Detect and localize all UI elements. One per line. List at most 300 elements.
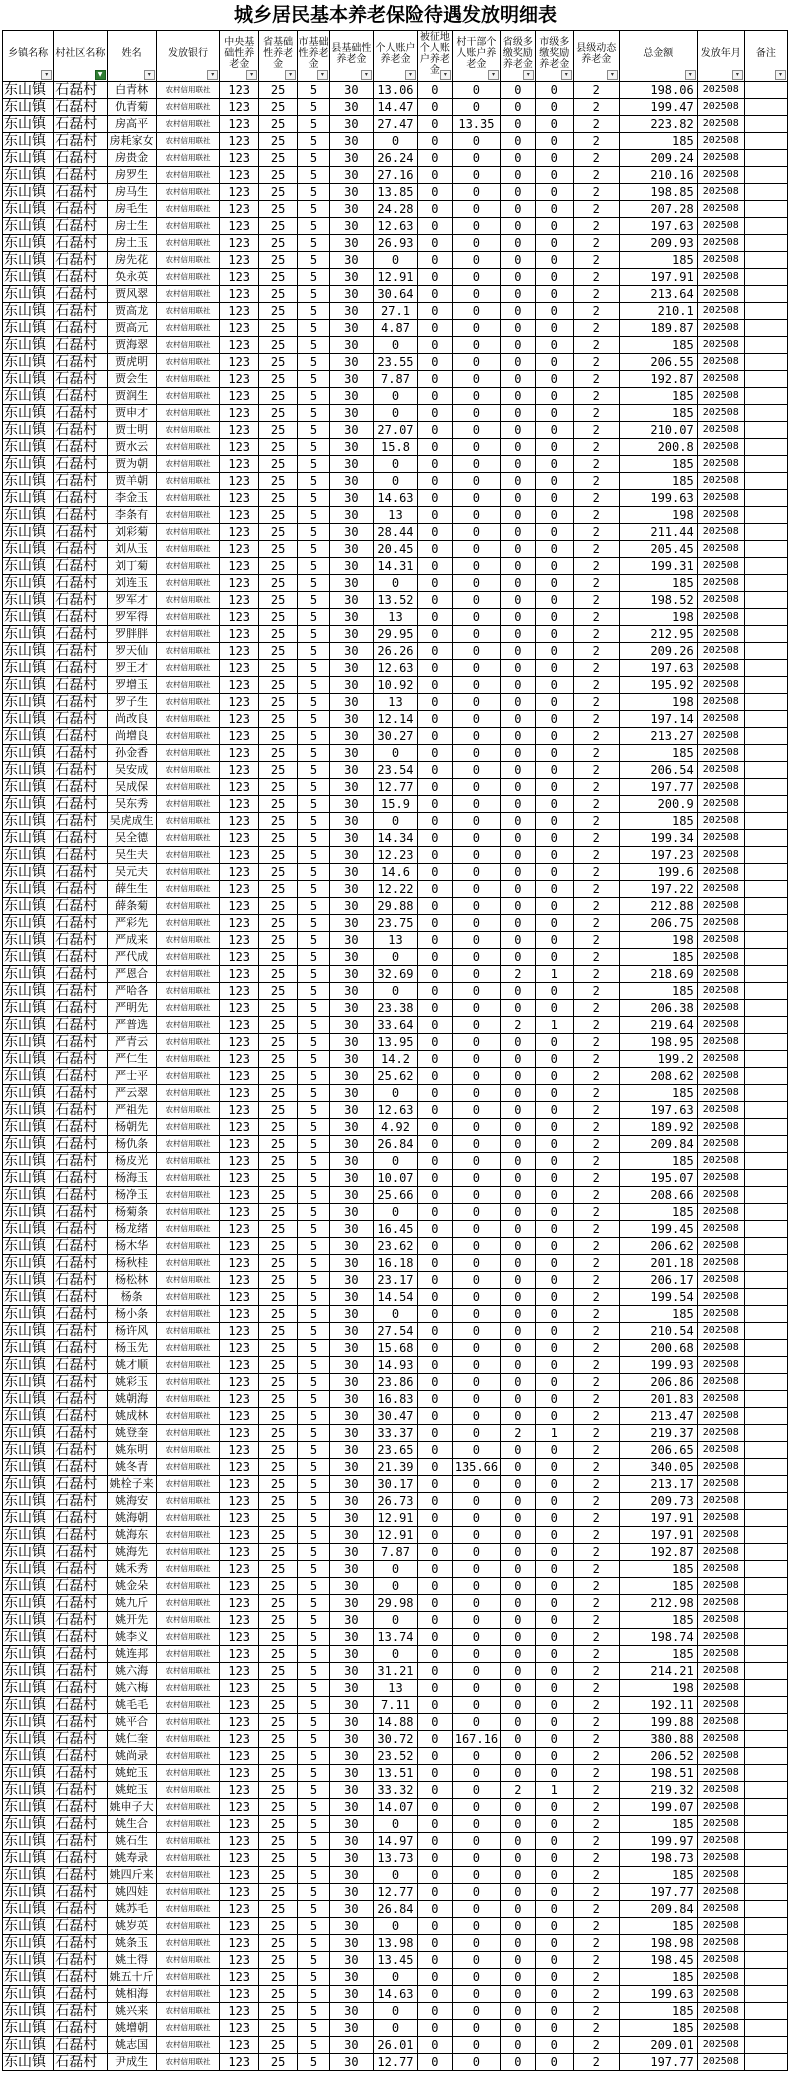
table-cell[interactable]: 30 — [329, 1340, 373, 1357]
table-cell[interactable]: 石磊村 — [54, 1850, 107, 1867]
table-cell[interactable]: 2 — [573, 1051, 619, 1068]
table-cell[interactable]: 13 — [373, 1680, 417, 1697]
table-cell[interactable]: 0 — [535, 303, 573, 320]
table-cell[interactable]: 尚增良 — [107, 728, 156, 745]
table-cell[interactable]: 0 — [500, 626, 535, 643]
table-cell[interactable]: 0 — [452, 1833, 500, 1850]
table-cell[interactable]: 198.51 — [619, 1765, 697, 1782]
table-cell[interactable]: 202508 — [697, 711, 744, 728]
table-cell[interactable]: 0 — [500, 762, 535, 779]
table-cell[interactable]: 0 — [418, 1748, 453, 1765]
table-cell[interactable]: 123 — [220, 1051, 259, 1068]
table-cell[interactable]: 农村信用联社 — [156, 626, 220, 643]
table-cell[interactable]: 123 — [220, 388, 259, 405]
table-cell[interactable]: 严彩先 — [107, 915, 156, 932]
table-cell[interactable]: 东山镇 — [3, 1323, 54, 1340]
table-cell[interactable]: 30 — [329, 609, 373, 626]
table-cell[interactable] — [744, 1357, 787, 1374]
table-cell[interactable]: 202508 — [697, 1136, 744, 1153]
table-cell[interactable]: 石磊村 — [54, 1459, 107, 1476]
table-cell[interactable]: 0 — [500, 1629, 535, 1646]
table-cell[interactable]: 5 — [298, 354, 330, 371]
table-cell[interactable]: 26.73 — [373, 1493, 417, 1510]
table-cell[interactable]: 0 — [418, 456, 453, 473]
table-cell[interactable]: 农村信用联社 — [156, 1510, 220, 1527]
table-cell[interactable]: 33.37 — [373, 1425, 417, 1442]
table-cell[interactable]: 石磊村 — [54, 1374, 107, 1391]
filter-dropdown-icon[interactable]: ▾ — [207, 70, 218, 80]
table-cell[interactable]: 0 — [535, 983, 573, 1000]
table-cell[interactable]: 0 — [535, 1221, 573, 1238]
table-cell[interactable]: 0 — [418, 1255, 453, 1272]
table-cell[interactable]: 23.65 — [373, 1442, 417, 1459]
filter-dropdown-icon[interactable]: ▾ — [488, 70, 499, 80]
table-cell[interactable]: 0 — [500, 609, 535, 626]
table-cell[interactable]: 农村信用联社 — [156, 881, 220, 898]
table-cell[interactable]: 0 — [418, 1221, 453, 1238]
table-cell[interactable]: 0 — [452, 1544, 500, 1561]
table-cell[interactable]: 198 — [619, 609, 697, 626]
table-cell[interactable]: 姚蛇玉 — [107, 1782, 156, 1799]
table-cell[interactable]: 2 — [573, 388, 619, 405]
table-cell[interactable]: 0 — [452, 1901, 500, 1918]
table-cell[interactable]: 0 — [373, 745, 417, 762]
table-cell[interactable]: 0 — [418, 524, 453, 541]
table-cell[interactable]: 0 — [418, 626, 453, 643]
table-cell[interactable]: 25 — [259, 1646, 298, 1663]
table-cell[interactable]: 0 — [373, 1867, 417, 1884]
table-cell[interactable]: 0 — [500, 82, 535, 99]
table-cell[interactable]: 0 — [418, 1731, 453, 1748]
table-cell[interactable]: 农村信用联社 — [156, 201, 220, 218]
table-cell[interactable]: 2 — [573, 864, 619, 881]
table-cell[interactable]: 20.45 — [373, 541, 417, 558]
table-cell[interactable]: 0 — [418, 1391, 453, 1408]
table-cell[interactable]: 0 — [452, 473, 500, 490]
table-cell[interactable]: 5 — [298, 1170, 330, 1187]
table-cell[interactable]: 0 — [452, 1425, 500, 1442]
table-cell[interactable]: 0 — [535, 524, 573, 541]
table-cell[interactable]: 石磊村 — [54, 762, 107, 779]
table-cell[interactable]: 12.91 — [373, 1527, 417, 1544]
table-cell[interactable] — [744, 1969, 787, 1986]
table-cell[interactable]: 0 — [535, 1493, 573, 1510]
table-cell[interactable]: 5 — [298, 1391, 330, 1408]
table-cell[interactable]: 农村信用联社 — [156, 1595, 220, 1612]
table-cell[interactable]: 123 — [220, 2020, 259, 2037]
table-cell[interactable]: 石磊村 — [54, 337, 107, 354]
table-cell[interactable]: 石磊村 — [54, 1255, 107, 1272]
table-cell[interactable]: 石磊村 — [54, 1340, 107, 1357]
table-cell[interactable]: 23.54 — [373, 762, 417, 779]
table-cell[interactable] — [744, 881, 787, 898]
table-cell[interactable]: 5 — [298, 116, 330, 133]
table-cell[interactable] — [744, 524, 787, 541]
table-cell[interactable]: 石磊村 — [54, 1612, 107, 1629]
table-cell[interactable]: 贾海翠 — [107, 337, 156, 354]
table-cell[interactable]: 2 — [573, 1646, 619, 1663]
table-cell[interactable]: 30 — [329, 235, 373, 252]
table-cell[interactable]: 2 — [573, 660, 619, 677]
table-cell[interactable]: 30 — [329, 1170, 373, 1187]
table-cell[interactable]: 202508 — [697, 762, 744, 779]
table-cell[interactable]: 14.88 — [373, 1714, 417, 1731]
table-cell[interactable]: 0 — [452, 1765, 500, 1782]
table-cell[interactable]: 0 — [373, 813, 417, 830]
table-cell[interactable]: 185 — [619, 252, 697, 269]
table-cell[interactable]: 东山镇 — [3, 762, 54, 779]
table-cell[interactable]: 东山镇 — [3, 1595, 54, 1612]
table-cell[interactable]: 0 — [452, 541, 500, 558]
table-cell[interactable]: 30 — [329, 252, 373, 269]
table-cell[interactable]: 罗天仙 — [107, 643, 156, 660]
table-cell[interactable]: 农村信用联社 — [156, 1204, 220, 1221]
table-cell[interactable]: 房高平 — [107, 116, 156, 133]
table-cell[interactable]: 25 — [259, 1850, 298, 1867]
table-cell[interactable]: 202508 — [697, 1646, 744, 1663]
table-cell[interactable]: 东山镇 — [3, 847, 54, 864]
table-cell[interactable]: 213.17 — [619, 1476, 697, 1493]
table-cell[interactable]: 202508 — [697, 320, 744, 337]
table-cell[interactable]: 石磊村 — [54, 235, 107, 252]
table-cell[interactable]: 7.87 — [373, 371, 417, 388]
table-cell[interactable]: 5 — [298, 337, 330, 354]
table-cell[interactable]: 0 — [452, 660, 500, 677]
table-cell[interactable]: 0 — [452, 337, 500, 354]
table-cell[interactable]: 石磊村 — [54, 1034, 107, 1051]
table-cell[interactable] — [744, 82, 787, 99]
table-cell[interactable]: 13.74 — [373, 1629, 417, 1646]
table-cell[interactable]: 30 — [329, 779, 373, 796]
table-cell[interactable]: 30 — [329, 1068, 373, 1085]
table-cell[interactable]: 石磊村 — [54, 252, 107, 269]
table-cell[interactable]: 5 — [298, 677, 330, 694]
table-cell[interactable]: 0 — [418, 507, 453, 524]
table-cell[interactable]: 0 — [535, 2054, 573, 2071]
table-cell[interactable]: 123 — [220, 422, 259, 439]
table-cell[interactable]: 0 — [535, 1595, 573, 1612]
table-cell[interactable]: 5 — [298, 813, 330, 830]
table-cell[interactable] — [744, 1629, 787, 1646]
table-cell[interactable]: 197.91 — [619, 269, 697, 286]
table-cell[interactable]: 0 — [535, 1306, 573, 1323]
table-cell[interactable]: 25 — [259, 660, 298, 677]
table-cell[interactable]: 192.87 — [619, 371, 697, 388]
table-cell[interactable]: 197.14 — [619, 711, 697, 728]
table-cell[interactable]: 202508 — [697, 337, 744, 354]
table-cell[interactable]: 198 — [619, 507, 697, 524]
table-cell[interactable]: 农村信用联社 — [156, 847, 220, 864]
table-cell[interactable]: 2 — [573, 422, 619, 439]
table-cell[interactable]: 东山镇 — [3, 915, 54, 932]
table-cell[interactable]: 东山镇 — [3, 1578, 54, 1595]
table-cell[interactable]: 202508 — [697, 1510, 744, 1527]
table-cell[interactable]: 姚五十斤 — [107, 1969, 156, 1986]
table-cell[interactable]: 123 — [220, 1272, 259, 1289]
table-cell[interactable]: 0 — [418, 2037, 453, 2054]
table-cell[interactable]: 2 — [573, 286, 619, 303]
table-cell[interactable]: 25 — [259, 1238, 298, 1255]
table-cell[interactable]: 0 — [452, 99, 500, 116]
table-cell[interactable]: 167.16 — [452, 1731, 500, 1748]
table-cell[interactable]: 石磊村 — [54, 1119, 107, 1136]
table-cell[interactable]: 0 — [535, 1476, 573, 1493]
table-cell[interactable]: 石磊村 — [54, 1578, 107, 1595]
table-cell[interactable]: 0 — [500, 1697, 535, 1714]
table-cell[interactable]: 5 — [298, 1544, 330, 1561]
table-cell[interactable]: 2 — [573, 881, 619, 898]
table-cell[interactable]: 0 — [535, 1714, 573, 1731]
table-cell[interactable] — [744, 1850, 787, 1867]
table-cell[interactable]: 192.11 — [619, 1697, 697, 1714]
table-cell[interactable]: 202508 — [697, 1799, 744, 1816]
table-cell[interactable]: 202508 — [697, 864, 744, 881]
table-cell[interactable]: 东山镇 — [3, 677, 54, 694]
table-cell[interactable]: 380.88 — [619, 1731, 697, 1748]
table-cell[interactable]: 5 — [298, 1663, 330, 1680]
table-cell[interactable]: 30 — [329, 660, 373, 677]
table-cell[interactable]: 23.17 — [373, 1272, 417, 1289]
table-cell[interactable]: 123 — [220, 830, 259, 847]
table-cell[interactable]: 202508 — [697, 1034, 744, 1051]
table-cell[interactable]: 5 — [298, 1068, 330, 1085]
table-cell[interactable]: 30 — [329, 1187, 373, 1204]
table-cell[interactable]: 27.1 — [373, 303, 417, 320]
table-cell[interactable]: 吴成保 — [107, 779, 156, 796]
table-cell[interactable] — [744, 507, 787, 524]
table-cell[interactable]: 0 — [452, 1000, 500, 1017]
table-cell[interactable] — [744, 286, 787, 303]
table-cell[interactable]: 30 — [329, 847, 373, 864]
table-cell[interactable]: 0 — [452, 949, 500, 966]
table-cell[interactable]: 姚彩玉 — [107, 1374, 156, 1391]
table-cell[interactable]: 30 — [329, 558, 373, 575]
table-cell[interactable]: 2 — [573, 507, 619, 524]
table-cell[interactable]: 2 — [500, 966, 535, 983]
table-cell[interactable]: 25 — [259, 1102, 298, 1119]
table-cell[interactable]: 0 — [452, 847, 500, 864]
table-cell[interactable]: 严士平 — [107, 1068, 156, 1085]
table-cell[interactable]: 0 — [418, 1765, 453, 1782]
table-cell[interactable]: 0 — [535, 762, 573, 779]
table-cell[interactable]: 0 — [452, 286, 500, 303]
table-cell[interactable]: 0 — [500, 1731, 535, 1748]
table-cell[interactable]: 农村信用联社 — [156, 1833, 220, 1850]
table-cell[interactable]: 25 — [259, 1170, 298, 1187]
filter-dropdown-icon[interactable]: ▾ — [41, 70, 52, 80]
table-cell[interactable]: 123 — [220, 82, 259, 99]
table-cell[interactable]: 5 — [298, 864, 330, 881]
table-cell[interactable] — [744, 490, 787, 507]
table-cell[interactable] — [744, 1221, 787, 1238]
table-cell[interactable]: 209.26 — [619, 643, 697, 660]
table-cell[interactable]: 2 — [573, 1697, 619, 1714]
table-cell[interactable]: 2 — [573, 1629, 619, 1646]
table-cell[interactable]: 2 — [573, 626, 619, 643]
table-cell[interactable]: 30 — [329, 490, 373, 507]
table-cell[interactable]: 123 — [220, 1765, 259, 1782]
table-cell[interactable] — [744, 1527, 787, 1544]
table-cell[interactable]: 0 — [500, 1765, 535, 1782]
table-cell[interactable]: 罗军才 — [107, 592, 156, 609]
table-cell[interactable] — [744, 1612, 787, 1629]
table-cell[interactable]: 2 — [573, 1816, 619, 1833]
table-cell[interactable]: 5 — [298, 1085, 330, 1102]
table-cell[interactable] — [744, 116, 787, 133]
table-cell[interactable]: 2 — [573, 1204, 619, 1221]
table-cell[interactable]: 2 — [573, 1306, 619, 1323]
table-cell[interactable]: 杨许风 — [107, 1323, 156, 1340]
table-cell[interactable]: 30 — [329, 1799, 373, 1816]
table-cell[interactable]: 0 — [500, 1068, 535, 1085]
table-cell[interactable] — [744, 320, 787, 337]
table-cell[interactable]: 25 — [259, 745, 298, 762]
table-cell[interactable]: 严云翠 — [107, 1085, 156, 1102]
table-cell[interactable]: 0 — [418, 1459, 453, 1476]
table-cell[interactable]: 5 — [298, 1680, 330, 1697]
table-cell[interactable]: 东山镇 — [3, 201, 54, 218]
table-cell[interactable]: 30 — [329, 1561, 373, 1578]
table-cell[interactable]: 0 — [373, 473, 417, 490]
table-cell[interactable]: 30 — [329, 677, 373, 694]
table-cell[interactable]: 30 — [329, 1000, 373, 1017]
table-cell[interactable]: 202508 — [697, 422, 744, 439]
table-cell[interactable]: 农村信用联社 — [156, 1527, 220, 1544]
table-cell[interactable]: 农村信用联社 — [156, 949, 220, 966]
table-cell[interactable]: 0 — [418, 337, 453, 354]
table-cell[interactable]: 0 — [452, 558, 500, 575]
table-cell[interactable]: 5 — [298, 779, 330, 796]
table-cell[interactable]: 2 — [573, 82, 619, 99]
table-cell[interactable]: 东山镇 — [3, 2020, 54, 2037]
table-cell[interactable]: 30.17 — [373, 1476, 417, 1493]
table-cell[interactable]: 0 — [500, 439, 535, 456]
table-cell[interactable]: 25 — [259, 1051, 298, 1068]
table-cell[interactable]: 2 — [573, 1119, 619, 1136]
table-cell[interactable]: 0 — [418, 1646, 453, 1663]
table-cell[interactable]: 5 — [298, 881, 330, 898]
table-cell[interactable]: 2 — [573, 354, 619, 371]
table-cell[interactable]: 0 — [452, 1357, 500, 1374]
table-cell[interactable]: 5 — [298, 167, 330, 184]
table-cell[interactable]: 30 — [329, 830, 373, 847]
table-cell[interactable]: 25 — [259, 1000, 298, 1017]
table-cell[interactable]: 0 — [452, 915, 500, 932]
table-cell[interactable]: 石磊村 — [54, 1306, 107, 1323]
table-cell[interactable]: 0 — [535, 371, 573, 388]
table-cell[interactable]: 202508 — [697, 133, 744, 150]
table-cell[interactable]: 13.51 — [373, 1765, 417, 1782]
table-cell[interactable]: 123 — [220, 524, 259, 541]
table-cell[interactable]: 2 — [573, 779, 619, 796]
table-cell[interactable]: 0 — [418, 1374, 453, 1391]
table-cell[interactable]: 0 — [535, 1833, 573, 1850]
table-cell[interactable]: 农村信用联社 — [156, 116, 220, 133]
table-cell[interactable]: 0 — [418, 1340, 453, 1357]
table-cell[interactable]: 东山镇 — [3, 983, 54, 1000]
table-cell[interactable]: 195.92 — [619, 677, 697, 694]
table-cell[interactable]: 0 — [500, 643, 535, 660]
table-cell[interactable]: 2 — [573, 524, 619, 541]
table-cell[interactable]: 30 — [329, 541, 373, 558]
table-cell[interactable]: 123 — [220, 949, 259, 966]
table-cell[interactable]: 2 — [573, 1867, 619, 1884]
table-cell[interactable]: 123 — [220, 1102, 259, 1119]
table-cell[interactable]: 185 — [619, 1816, 697, 1833]
table-cell[interactable]: 5 — [298, 2003, 330, 2020]
table-cell[interactable]: 0 — [418, 252, 453, 269]
table-cell[interactable]: 姚志国 — [107, 2037, 156, 2054]
table-cell[interactable]: 23.62 — [373, 1238, 417, 1255]
table-cell[interactable]: 30 — [329, 99, 373, 116]
table-cell[interactable]: 0 — [500, 1578, 535, 1595]
table-cell[interactable]: 东山镇 — [3, 1204, 54, 1221]
table-cell[interactable]: 123 — [220, 541, 259, 558]
table-cell[interactable]: 0 — [452, 745, 500, 762]
table-cell[interactable]: 199.2 — [619, 1051, 697, 1068]
table-cell[interactable]: 199.45 — [619, 1221, 697, 1238]
table-cell[interactable]: 13.85 — [373, 184, 417, 201]
table-cell[interactable]: 123 — [220, 2003, 259, 2020]
table-cell[interactable]: 123 — [220, 932, 259, 949]
table-cell[interactable]: 5 — [298, 99, 330, 116]
table-cell[interactable]: 东山镇 — [3, 1374, 54, 1391]
table-cell[interactable]: 农村信用联社 — [156, 1748, 220, 1765]
table-cell[interactable]: 吴虎成生 — [107, 813, 156, 830]
table-cell[interactable]: 202508 — [697, 1663, 744, 1680]
table-cell[interactable]: 0 — [418, 1544, 453, 1561]
table-cell[interactable]: 2 — [573, 133, 619, 150]
table-cell[interactable]: 14.2 — [373, 1051, 417, 1068]
table-cell[interactable]: 石磊村 — [54, 1408, 107, 1425]
table-cell[interactable]: 严明先 — [107, 1000, 156, 1017]
table-cell[interactable]: 13.06 — [373, 82, 417, 99]
table-cell[interactable]: 202508 — [697, 1459, 744, 1476]
table-cell[interactable]: 农村信用联社 — [156, 286, 220, 303]
table-cell[interactable]: 石磊村 — [54, 473, 107, 490]
table-cell[interactable]: 30 — [329, 643, 373, 660]
table-cell[interactable]: 0 — [373, 1578, 417, 1595]
table-cell[interactable]: 202508 — [697, 1340, 744, 1357]
table-cell[interactable]: 姚开先 — [107, 1612, 156, 1629]
table-cell[interactable]: 185 — [619, 1578, 697, 1595]
table-cell[interactable]: 罗王才 — [107, 660, 156, 677]
table-cell[interactable]: 5 — [298, 1799, 330, 1816]
table-cell[interactable]: 东山镇 — [3, 1493, 54, 1510]
table-cell[interactable]: 0 — [418, 949, 453, 966]
table-cell[interactable]: 12.77 — [373, 779, 417, 796]
table-cell[interactable] — [744, 1459, 787, 1476]
table-cell[interactable]: 0 — [418, 1510, 453, 1527]
table-cell[interactable]: 农村信用联社 — [156, 1187, 220, 1204]
table-cell[interactable]: 123 — [220, 235, 259, 252]
table-cell[interactable]: 2 — [573, 1952, 619, 1969]
table-cell[interactable]: 0 — [535, 1731, 573, 1748]
table-cell[interactable]: 197.77 — [619, 779, 697, 796]
table-cell[interactable]: 东山镇 — [3, 456, 54, 473]
table-cell[interactable]: 石磊村 — [54, 1221, 107, 1238]
table-cell[interactable]: 农村信用联社 — [156, 1680, 220, 1697]
table-cell[interactable]: 0 — [418, 320, 453, 337]
table-cell[interactable]: 农村信用联社 — [156, 150, 220, 167]
table-cell[interactable]: 2 — [573, 1221, 619, 1238]
table-cell[interactable]: 0 — [500, 1238, 535, 1255]
table-cell[interactable]: 199.6 — [619, 864, 697, 881]
table-cell[interactable]: 5 — [298, 2054, 330, 2071]
table-cell[interactable]: 202508 — [697, 1680, 744, 1697]
table-cell[interactable]: 石磊村 — [54, 1969, 107, 1986]
table-cell[interactable]: 25 — [259, 847, 298, 864]
